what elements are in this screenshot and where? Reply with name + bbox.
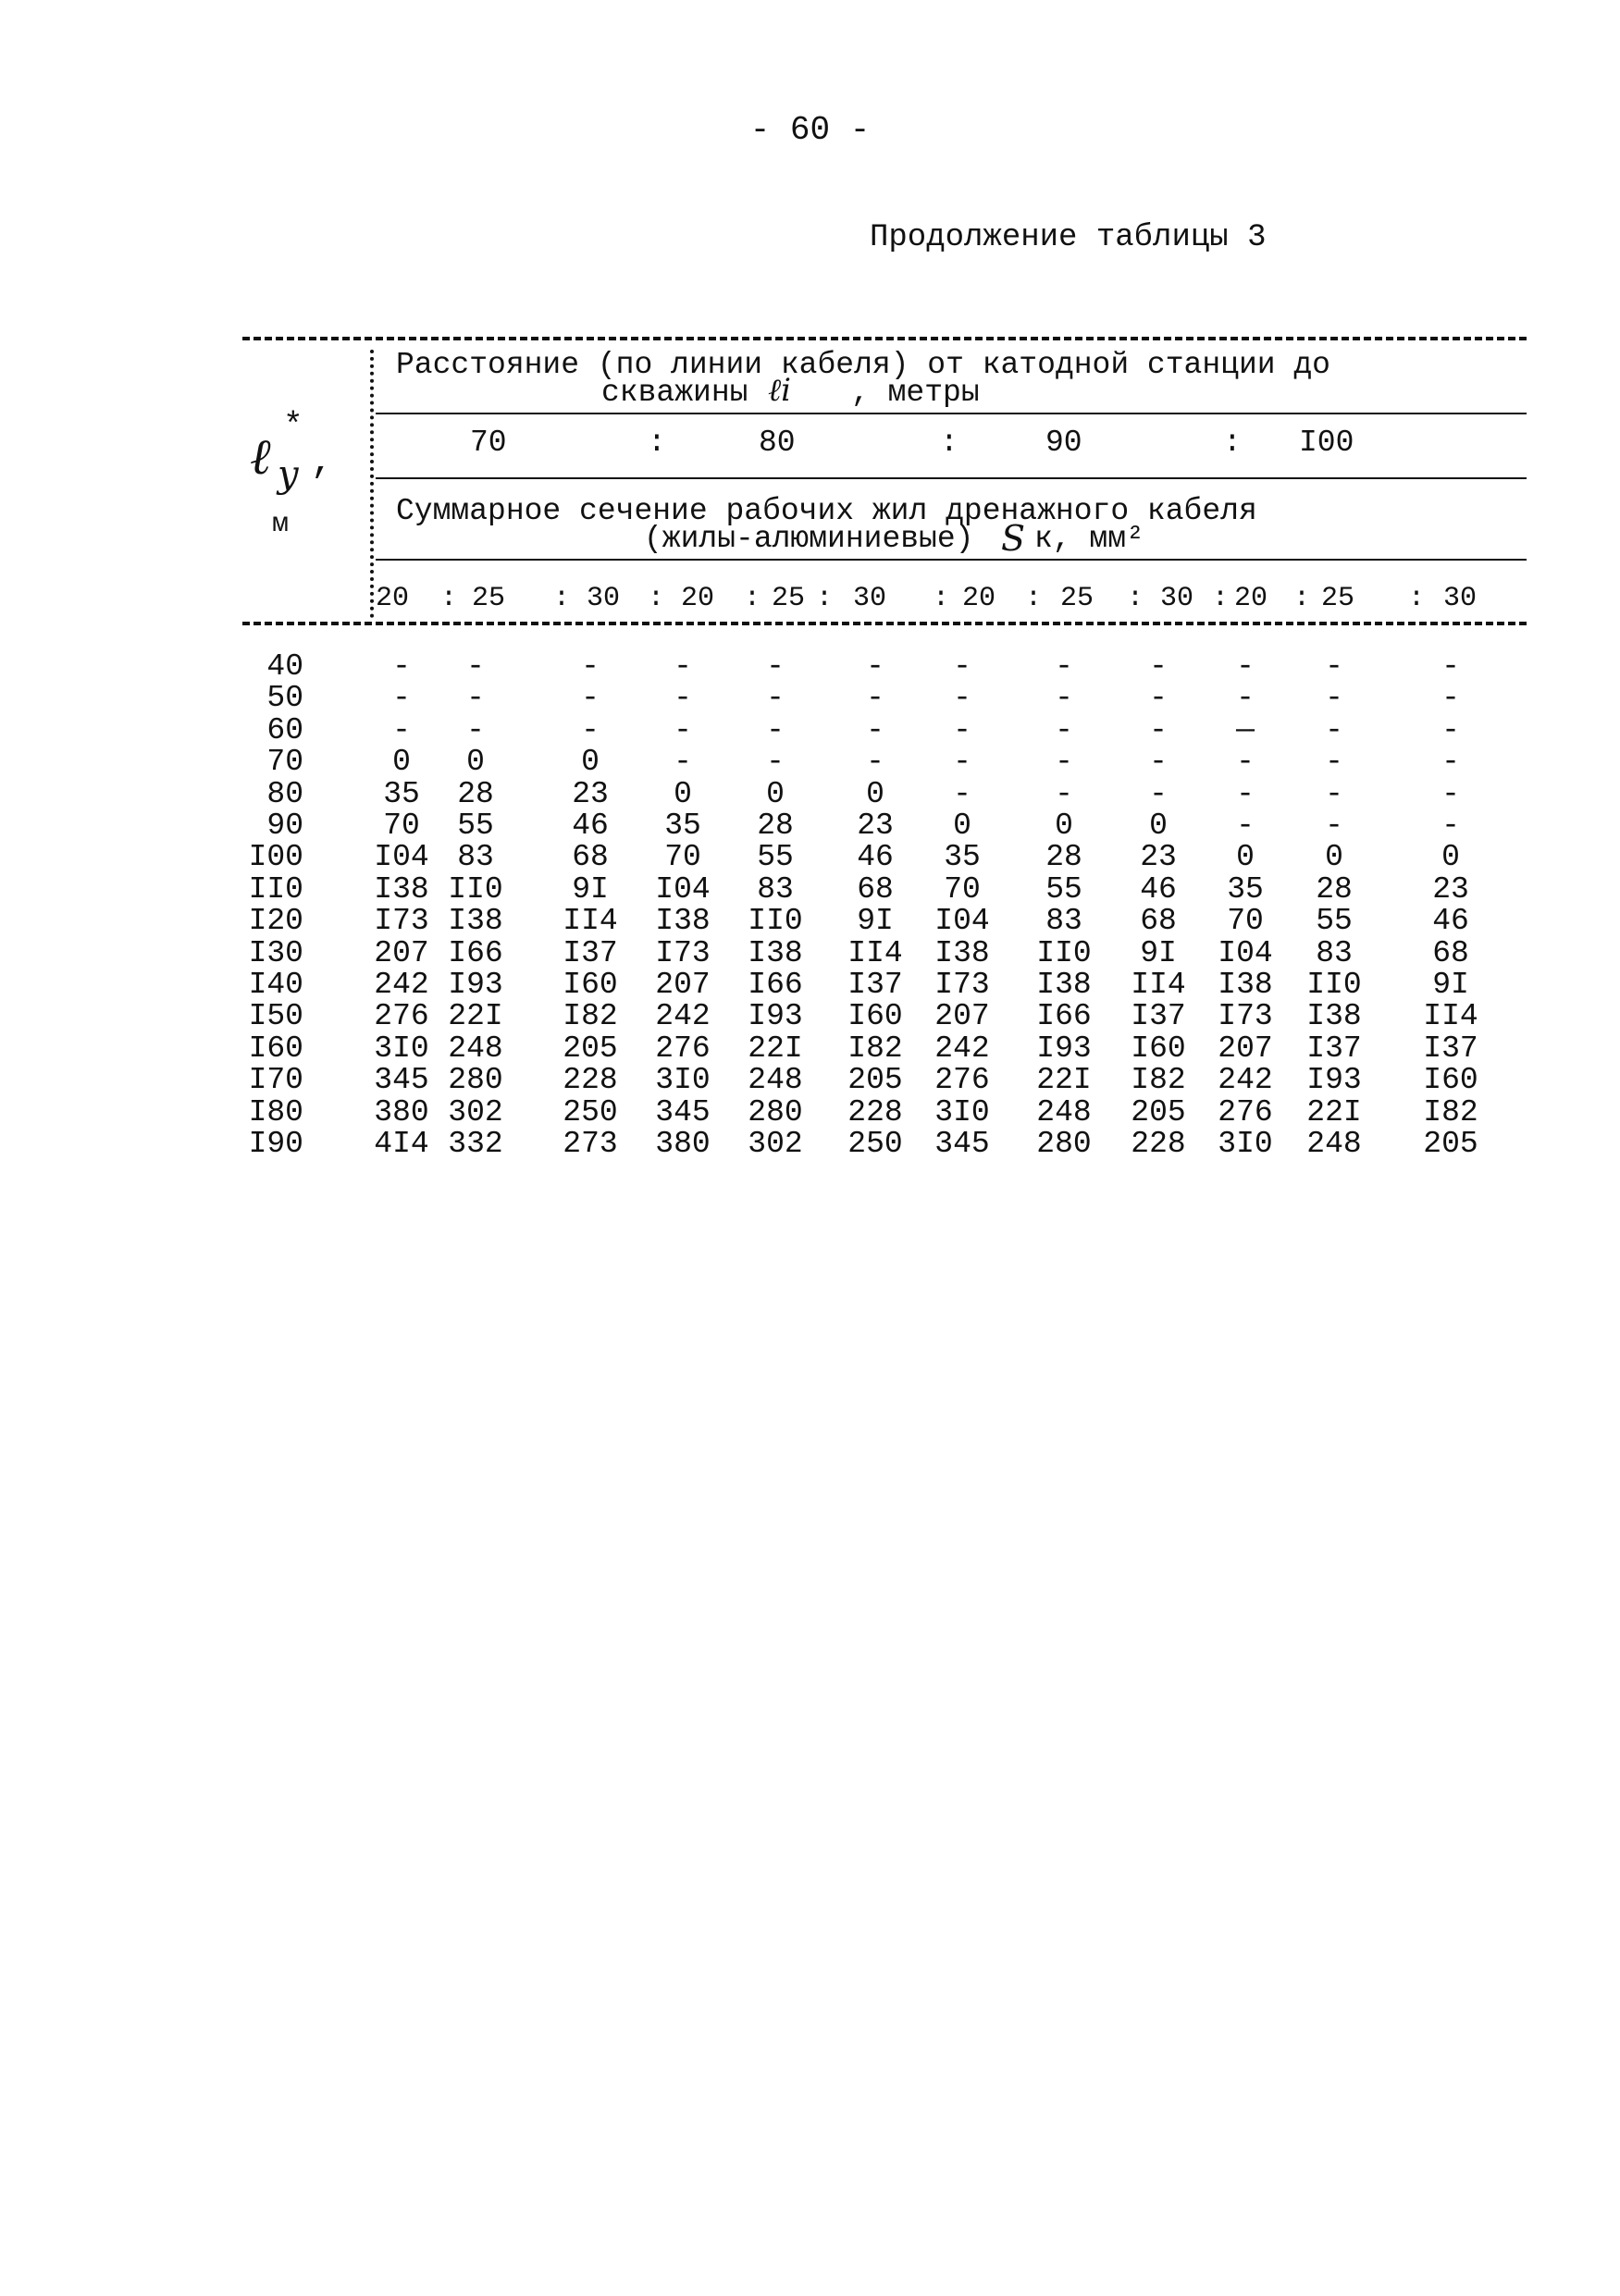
table-cell: - [1149,776,1168,811]
distance-header-line2-b: , метры [851,376,980,410]
table-cell: 28 [757,809,794,843]
table-cell: - [1149,712,1168,747]
table-cell: I04 [655,871,711,907]
table-cell: 23 [857,809,894,843]
table-cell: - [1055,712,1073,747]
table-cell: 276 [374,999,429,1034]
table-cell: 83 [1316,935,1353,970]
table-cell: I37 [847,968,903,1002]
table-cell: 28 [1316,871,1353,907]
table-cell: - [1441,776,1460,811]
colon: : [1025,583,1043,614]
colon: : [440,583,458,614]
table-cell: I66 [1036,999,1092,1034]
table-cell: - [766,712,785,747]
row-label: I90 [248,1127,303,1161]
table-cell: II0 [748,904,803,939]
colon: : [648,583,665,614]
table-cell: - [1325,681,1343,716]
table-cell: 280 [1036,1127,1092,1161]
distance-value: 90 [1045,426,1082,460]
table-cell: 35 [944,840,981,875]
section-value: 25 [772,583,806,614]
table-cell: 242 [374,968,429,1002]
table-cell: I73 [1218,999,1273,1034]
row-label: I60 [248,1031,303,1066]
table-cell: I38 [1306,999,1362,1034]
table-cell: — [1236,712,1255,747]
table-cell: 228 [563,1063,618,1098]
table-cell: - [1441,649,1460,684]
table-cell: I37 [1131,999,1186,1034]
distance-value: 70 [470,426,507,460]
table-cell: I93 [448,968,503,1002]
table-cell: 46 [857,840,894,875]
table-cell: - [866,649,884,684]
stub-subscript: у [278,453,300,496]
table-cell: 0 [1325,840,1343,875]
table-cell: 248 [748,1063,803,1098]
table-cell: 242 [655,999,711,1034]
table-cell: 46 [572,809,609,843]
table-cell: II4 [563,904,618,939]
table-cell: 70 [944,871,981,907]
table-cell: - [766,649,785,684]
table-cell: - [1441,809,1460,843]
colon: : [744,583,761,614]
table-cell: - [1236,809,1255,843]
table-cell: - [466,681,485,716]
table-cell: 23 [1140,840,1177,875]
table-cell: 0 [953,809,971,843]
table-cell: I38 [655,904,711,939]
table-cell: 380 [374,1094,429,1129]
section-value: 20 [681,583,715,614]
table-cell: I73 [655,935,711,970]
table-cell: 9I [1432,968,1469,1002]
table-cell: 0 [392,745,411,780]
table-cell: 207 [374,935,429,970]
table-cell: 345 [655,1094,711,1129]
table-cell: II4 [847,935,903,970]
table-cell: - [953,776,971,811]
row-label: 90 [266,809,303,843]
table-cell: I04 [934,904,990,939]
table-cell: II4 [1423,999,1478,1034]
table-cell: - [674,649,692,684]
table-cell: 3I0 [655,1063,711,1098]
table-cell: - [1236,681,1255,716]
colon: : [1223,426,1242,460]
table-cell: - [953,649,971,684]
table-cell: 280 [748,1094,803,1129]
table-cell: - [1055,745,1073,780]
table-cell: 0 [1055,809,1073,843]
colon: : [1293,583,1311,614]
table-cell: - [466,649,485,684]
table-cell: 242 [1218,1063,1273,1098]
table-cell: 9I [857,904,894,939]
table-cell: 83 [757,871,794,907]
table-cell: 380 [655,1127,711,1161]
table-cell: 55 [457,809,494,843]
distance-value: 80 [759,426,796,460]
section-value: 30 [587,583,621,614]
table-cell: - [1236,776,1255,811]
stub-comma: , [311,442,334,484]
table-cell: I37 [563,935,618,970]
table-cell: I38 [1218,968,1273,1002]
table-cell: I82 [563,999,618,1034]
table-cell: 248 [1306,1127,1362,1161]
table-cell: - [953,712,971,747]
distance-header-line1: Расстояние (по линии кабеля) от катодной станции до [396,348,1330,382]
section-symbol: S [1001,518,1026,559]
distance-header-line2-a: скважины [601,376,748,410]
table-cell: 276 [655,1031,711,1066]
table-cell: I38 [1036,968,1092,1002]
table-cell: I60 [563,968,618,1002]
table-cell: 55 [757,840,794,875]
table-cell: - [674,745,692,780]
table-cell: I38 [934,935,990,970]
table-cell: 22I [748,1031,803,1066]
row-label: I50 [248,999,303,1034]
section-value: 25 [1060,583,1094,614]
table-cell: - [866,712,884,747]
table-cell: 228 [847,1094,903,1129]
table-cell: II0 [1306,968,1362,1002]
section-value: 20 [376,583,410,614]
table-cell: I66 [748,968,803,1002]
table-cell: - [1055,649,1073,684]
table-cell: 0 [766,776,785,811]
table-cell: - [1055,681,1073,716]
table-cell: 273 [563,1127,618,1161]
row-label: I70 [248,1063,303,1098]
table-cell: 70 [664,840,701,875]
table-cell: - [581,681,600,716]
row-label: I40 [248,968,303,1002]
table-cell: 0 [1236,840,1255,875]
row-label: 80 [266,776,303,811]
table-caption: Продолжение таблицы 3 [870,220,1267,255]
table-cell: - [866,745,884,780]
table-cell: 55 [1316,904,1353,939]
table-cell: 55 [1045,871,1082,907]
table-cell: - [1149,649,1168,684]
table-cell: 205 [1131,1094,1186,1129]
section-value: 30 [1160,583,1194,614]
table-cell: - [392,712,411,747]
table-cell: - [674,712,692,747]
stub-unit: м [272,509,290,540]
section-value: 25 [1321,583,1355,614]
table-cell: 70 [383,809,420,843]
table-cell: 28 [1045,840,1082,875]
colon: : [1127,583,1144,614]
colon: : [1212,583,1230,614]
stub-superscript: * [283,407,303,445]
table-cell: II0 [448,871,503,907]
row-label: 60 [266,712,303,747]
table-cell: 205 [847,1063,903,1098]
table-cell: I82 [1131,1063,1186,1098]
table-cell: 22I [1306,1094,1362,1129]
table-cell: 276 [934,1063,990,1098]
section-header-line2-b: к, мм² [1034,522,1144,556]
table-cell: 35 [664,809,701,843]
table-cell: 0 [866,776,884,811]
section-value: 25 [472,583,506,614]
page-number: - 60 - [749,111,871,149]
colon: : [648,426,666,460]
section-value: 20 [1234,583,1268,614]
table-cell: - [953,681,971,716]
table-cell: 248 [1036,1094,1092,1129]
table-cell: - [1325,809,1343,843]
row-label: I80 [248,1094,303,1129]
section-header-rule [376,559,1527,561]
table-cell: 228 [1131,1127,1186,1161]
header-bottom-rule [242,622,1527,625]
table-cell: I82 [1423,1094,1478,1129]
section-value: 30 [1443,583,1478,614]
section-header-line2-a: (жилы-алюминиевые) [644,522,974,556]
table-cell: - [1325,745,1343,780]
section-value: 20 [962,583,996,614]
table-cell: 205 [1423,1127,1478,1161]
table-cell: I60 [847,999,903,1034]
table-cell: 302 [448,1094,503,1129]
stub-symbol: ℓ [250,427,271,486]
section-header-line1: Суммарное сечение рабочих жил дренажного кабеля [396,494,1257,528]
table-cell: - [1441,745,1460,780]
table-cell: I73 [374,904,429,939]
table-cell: 22I [448,999,503,1034]
table-cell: II4 [1131,968,1186,1002]
table-cell: I37 [1306,1031,1362,1066]
table-cell: 68 [1140,904,1177,939]
table-cell: I04 [1218,935,1273,970]
table-cell: 0 [1441,840,1460,875]
table-cell: - [953,745,971,780]
row-label: 70 [266,745,303,780]
table-cell: I93 [1036,1031,1092,1066]
colon: : [933,583,950,614]
row-label: I20 [248,904,303,939]
table-cell: 250 [563,1094,618,1129]
table-cell: 46 [1432,904,1469,939]
table-cell: 302 [748,1127,803,1161]
table-cell: 9I [572,871,609,907]
colon: : [1408,583,1426,614]
row-label: 50 [266,681,303,716]
table-cell: - [1325,776,1343,811]
table-cell: 250 [847,1127,903,1161]
table-cell: - [1055,776,1073,811]
table-cell: II0 [1036,935,1092,970]
table-cell: I38 [448,904,503,939]
table-cell: - [466,712,485,747]
table-cell: I82 [847,1031,903,1066]
table-cell: - [581,712,600,747]
table-cell: 345 [934,1127,990,1161]
table-cell: - [581,649,600,684]
table-cell: 332 [448,1127,503,1161]
table-cell: 248 [448,1031,503,1066]
table-cell: - [866,681,884,716]
table-cell: - [1441,712,1460,747]
table-cell: 22I [1036,1063,1092,1098]
table-cell: I37 [1423,1031,1478,1066]
table-cell: - [1325,712,1343,747]
table-cell: 28 [457,776,494,811]
table-cell: 276 [1218,1094,1273,1129]
table-cell: 3I0 [934,1094,990,1129]
table-cell: 68 [572,840,609,875]
distance-symbol: ℓi [768,372,792,409]
stub-separator [370,350,374,618]
table-cell: I60 [1423,1063,1478,1098]
row-label: I30 [248,935,303,970]
table-cell: I93 [1306,1063,1362,1098]
table-cell: 46 [1140,871,1177,907]
table-cell: 3I0 [1218,1127,1273,1161]
table-cell: I66 [448,935,503,970]
table-cell: 207 [934,999,990,1034]
table-top-rule [242,337,1527,340]
row-label: II0 [248,871,303,907]
table-cell: 0 [1149,809,1168,843]
table-cell: 0 [466,745,485,780]
table-cell: 35 [383,776,420,811]
table-cell: 280 [448,1063,503,1098]
row-label: I00 [248,840,303,875]
table-cell: 9I [1140,935,1177,970]
table-cell: - [766,745,785,780]
table-cell: - [1149,745,1168,780]
table-cell: - [1149,681,1168,716]
table-cell: - [1236,745,1255,780]
table-cell: 68 [1432,935,1469,970]
distance-value: I00 [1299,426,1354,460]
table-cell: 0 [581,745,600,780]
table-cell: 83 [1045,904,1082,939]
table-cell: - [392,681,411,716]
table-cell: I60 [1131,1031,1186,1066]
table-cell: 207 [1218,1031,1273,1066]
table-cell: 70 [1227,904,1264,939]
distance-header-rule [376,413,1527,414]
table-cell: I73 [934,968,990,1002]
table-cell: I38 [374,871,429,907]
colon: : [553,583,571,614]
colon: : [940,426,958,460]
table-cell: 23 [572,776,609,811]
table-cell: I04 [374,840,429,875]
row-label: 40 [266,649,303,684]
table-cell: - [392,649,411,684]
table-cell: 83 [457,840,494,875]
table-cell: 242 [934,1031,990,1066]
table-cell: 35 [1227,871,1264,907]
table-cell: - [766,681,785,716]
colon: : [816,583,834,614]
distance-values-rule [376,477,1527,479]
table-cell: I93 [748,999,803,1034]
table-cell: 68 [857,871,894,907]
table-cell: 3I0 [374,1031,429,1066]
table-cell: 207 [655,968,711,1002]
section-value: 30 [853,583,887,614]
table-cell: I38 [748,935,803,970]
table-cell: 205 [563,1031,618,1066]
table-cell: 0 [674,776,692,811]
table-cell: - [674,681,692,716]
table-cell: 345 [374,1063,429,1098]
table-cell: - [1325,649,1343,684]
table-cell: - [1236,649,1255,684]
table-cell: - [1441,681,1460,716]
table-cell: 4I4 [374,1127,429,1161]
table-cell: 23 [1432,871,1469,907]
